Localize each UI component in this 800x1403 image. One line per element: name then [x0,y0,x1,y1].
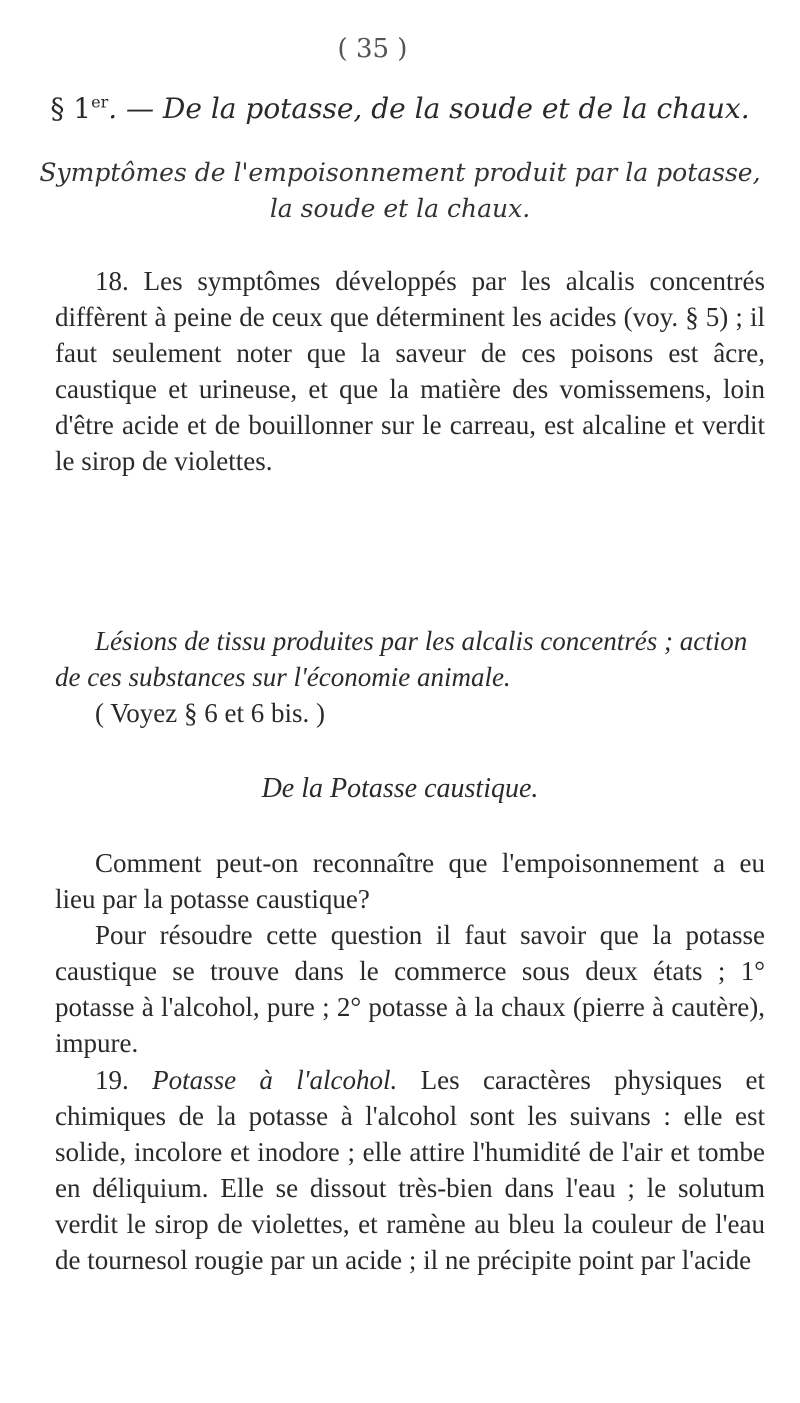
lesions-heading: Lésions de tissu produites par les alcalis concentrés ; action de ces substances sur l'économie animale. [55,626,748,692]
paragraph-19-number: 19. [95,1065,129,1095]
lesions-paragraph [55,623,765,731]
section-title: . — De la potasse, de la soude et de la chaux. [108,92,750,125]
subheading-potasse: De la Potasse caustique. [261,773,539,804]
symptoms-heading-line1: Symptômes de l'empoisonnement produit par la potasse, [39,158,761,187]
paragraph-18: 18. Les symptômes développés par les alcalis concentrés diffèrent à peine de ceux que déterminent les acides (voy. § 5) ; il faut seulement noter que la saveur de ces poisons est âcre, caustique et urineuse, et que la matière des vomissemens, loin d'être acide et de bouillonner sur le carreau, est alcaline et verdit le sirop de violettes. [55,266,765,476]
paragraph-answer: Pour résoudre cette question il faut savoir que la potasse caustique se trouve dans le commerce sous deux états ; 1° potasse à l'alcohol, pure ; 2° potasse à la chaux (pierre à cautère), impure. [55,920,765,1058]
paragraph-19-text: Les caractères physiques et chimiques de la potasse à l'alcohol sont les suivans : elle est solide, incolore et inodore ; elle attire l'humidité de l'air et tombe en déliquium. Elle se dissout très-bien dans l'eau ; le solutum verdit le sirop de violettes, et ramène au bleu la couleur de l'eau de tournesol rougie par un acide ; il ne précipite point par l'acide [55,1065,765,1275]
symptoms-heading-line2: la soude et la chaux. [269,194,531,223]
page-number: ( 35 ) [337,34,408,64]
section-mark-sup: er [91,92,109,112]
section-heading [0,92,800,125]
lesions-reference: ( Voyez § 6 et 6 bis. ) [95,698,325,728]
paragraph-19 [55,1062,765,1278]
symptoms-heading [0,155,800,227]
section-mark: § 1 [50,92,92,125]
paragraph-19-lead: Potasse à l'alcohol. [152,1065,398,1095]
paragraph-question: Comment peut-on reconnaître que l'empoisonnement a eu lieu par la potasse caustique? [55,848,765,914]
